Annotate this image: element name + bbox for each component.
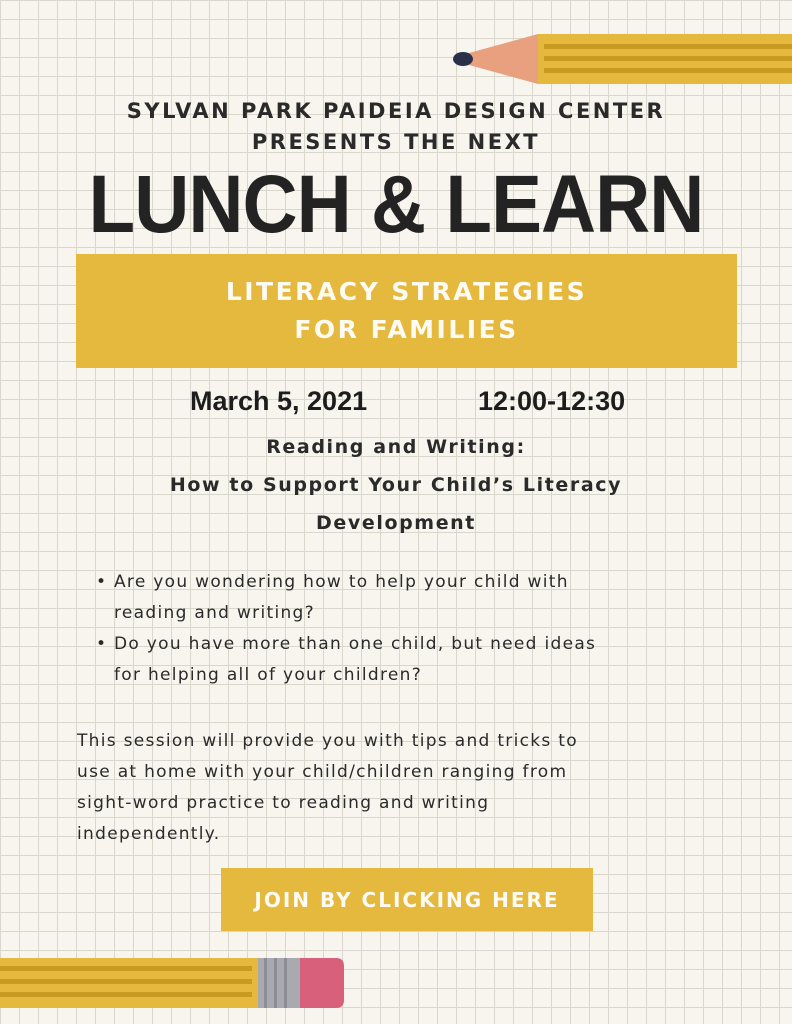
organizer-line-1: SYLVAN PARK PAIDEIA DESIGN CENTER (126, 99, 666, 123)
list-item (96, 629, 736, 691)
bullet-1-line-2: reading and writing? (114, 603, 315, 623)
organizer-line-2: PRESENTS THE NEXT (251, 130, 541, 154)
question-list (96, 567, 736, 691)
page-title: LUNCH & LEARN (88, 159, 704, 250)
description-line-2: use at home with your child/children ranging from (77, 762, 568, 782)
list-item (96, 567, 736, 629)
subtitle-line-3: Development (316, 512, 476, 534)
bullet-2-line-2: for helping all of your children? (114, 665, 423, 685)
bullet-1-line-1: • Are you wondering how to help your child with (114, 572, 569, 592)
session-subtitle (0, 428, 792, 542)
subtitle-line-2: How to Support Your Child’s Literacy (169, 474, 623, 496)
subtitle-line-1: Reading and Writing: (266, 436, 526, 458)
join-button[interactable]: JOIN BY CLICKING HERE (221, 868, 593, 931)
banner-line-1: LITERACY STRATEGIES (225, 277, 588, 306)
event-date: March 5, 2021 (190, 386, 368, 416)
description-line-4: independently. (77, 824, 221, 844)
description-line-3: sight-word practice to reading and writing (77, 793, 490, 813)
topic-banner (76, 254, 737, 368)
session-description (77, 726, 717, 850)
pencil-eraser-icon (0, 956, 346, 1010)
pencil-tip-icon (448, 30, 792, 88)
event-time: 12:00-12:30 (478, 386, 626, 416)
description-line-1: This session will provide you with tips and tricks to (77, 731, 578, 751)
banner-line-2: FOR FAMILIES (294, 315, 519, 344)
bullet-2-line-1: • Do you have more than one child, but need ideas (114, 634, 597, 654)
organizer-heading (0, 96, 792, 158)
